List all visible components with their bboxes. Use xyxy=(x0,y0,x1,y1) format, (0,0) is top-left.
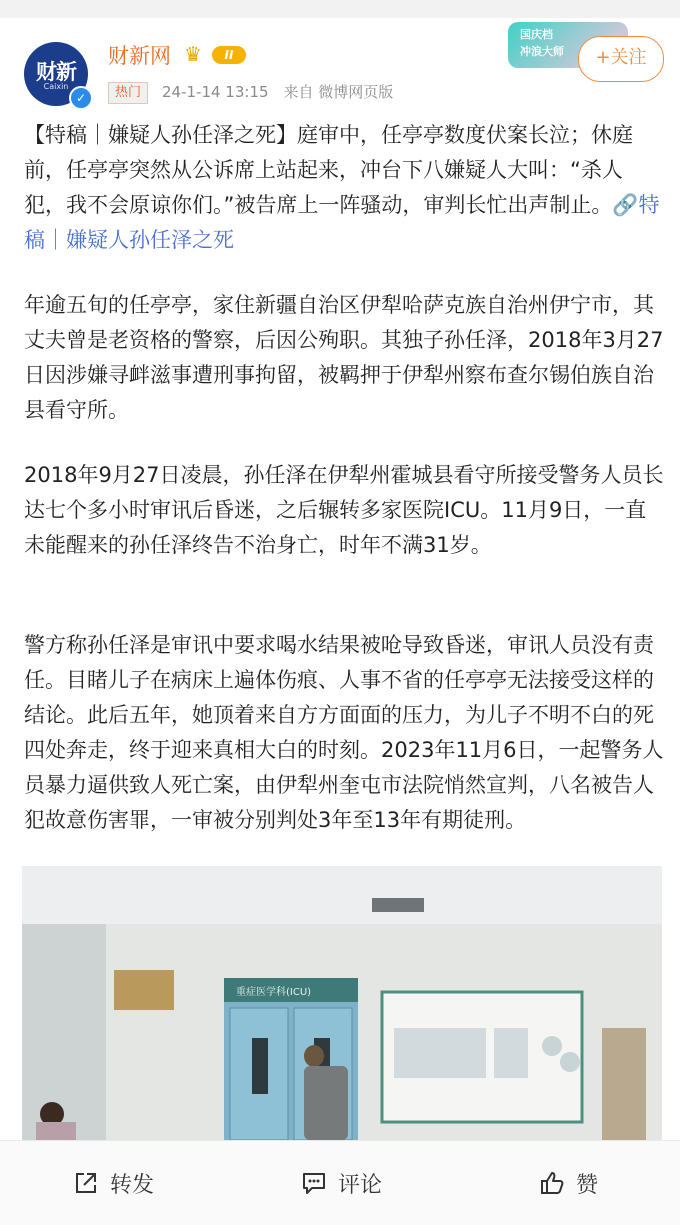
avatar-logo-subtext: Caixin xyxy=(43,82,69,91)
door-sign-text: 重症医学科(ICU) xyxy=(236,987,312,998)
repost-label: 转发 xyxy=(110,1172,155,1198)
post-text: 【特稿｜嫌疑人孙任泽之死】庭审中，任亭亭数度伏案长泣；休庭前，任亭亭突然从公诉席上站起来，冲台下八嫌疑人大叫：“杀人犯，我不会原谅你们。”被告席上一阵骚动，审判长忙出声制止。 xyxy=(24,123,633,217)
comment-label: 评论 xyxy=(338,1172,383,1198)
comment-bubble-icon xyxy=(300,1169,328,1197)
icu-corridor-photo xyxy=(22,866,662,1140)
follow-button[interactable]: +关注 xyxy=(578,36,664,82)
article-link[interactable]: 🔗特稿｜嫌疑人孙任泽之死 xyxy=(24,193,660,252)
post-meta: 24-1-14 13:15 来自 微博网页版 xyxy=(162,83,394,101)
post-photo[interactable] xyxy=(22,866,662,1140)
promo-line1: 国庆档 xyxy=(520,28,553,41)
avatar-logo-text: 财新 xyxy=(36,60,76,84)
comment-button[interactable] xyxy=(300,1141,382,1225)
post-paragraph: 2018年9月27日凌晨，孙任泽在伊犁州霍城县看守所接受警务人员长达七个多小时审讯后昏迷，之后辗转多家医院ICU。11月9日，一直未能醒来的孙任泽终告不治身亡，时年不满31岁。 xyxy=(24,463,664,557)
level-badge: II xyxy=(212,46,246,64)
status-strip xyxy=(0,0,680,18)
post-paragraph: 警方称孙任泽是审讯中要求喝水结果被呛导致昏迷，审讯人员没有责任。目睹儿子在病床上遍体伤痕、人事不省的任亭亭无法接受这样的结论。此后五年，她顶着来自方方面面的压力，为儿子不明不白的死四处奔走，终于迎来真相大白的时刻。2023年11月6日，一起警务人员暴力逼供致人死亡案，由伊犁州奎屯市法院悄然宣判，八名被告人犯故意伤害罪，一审被分别判处3年至13年有期徒刑。 xyxy=(24,633,664,832)
account-name[interactable]: 财新网 xyxy=(108,44,171,68)
promo-line2: 冲浪大师 xyxy=(520,45,564,58)
hot-tag: 热门 xyxy=(108,82,148,104)
repost-button[interactable] xyxy=(72,1141,154,1225)
action-bar xyxy=(0,1140,680,1225)
post-paragraph: 年逾五旬的任亭亭，家住新疆自治区伊犁哈萨克族自治州伊宁市，其丈夫曾是老资格的警察，后因公殉职。其独子孙任泽，2018年3月27日因涉嫌寻衅滋事遭刑事拘留，被羁押于伊犁州察布查尔锡伯族自治县看守所。 xyxy=(24,293,664,422)
verified-check-icon: ✓ xyxy=(69,86,93,110)
like-label: 赞 xyxy=(576,1172,599,1198)
thumbs-up-icon xyxy=(538,1169,566,1197)
share-arrow-icon xyxy=(72,1169,100,1197)
like-button[interactable] xyxy=(538,1141,598,1225)
crown-icon: ♛ xyxy=(184,42,202,66)
post-paragraph xyxy=(24,118,664,258)
